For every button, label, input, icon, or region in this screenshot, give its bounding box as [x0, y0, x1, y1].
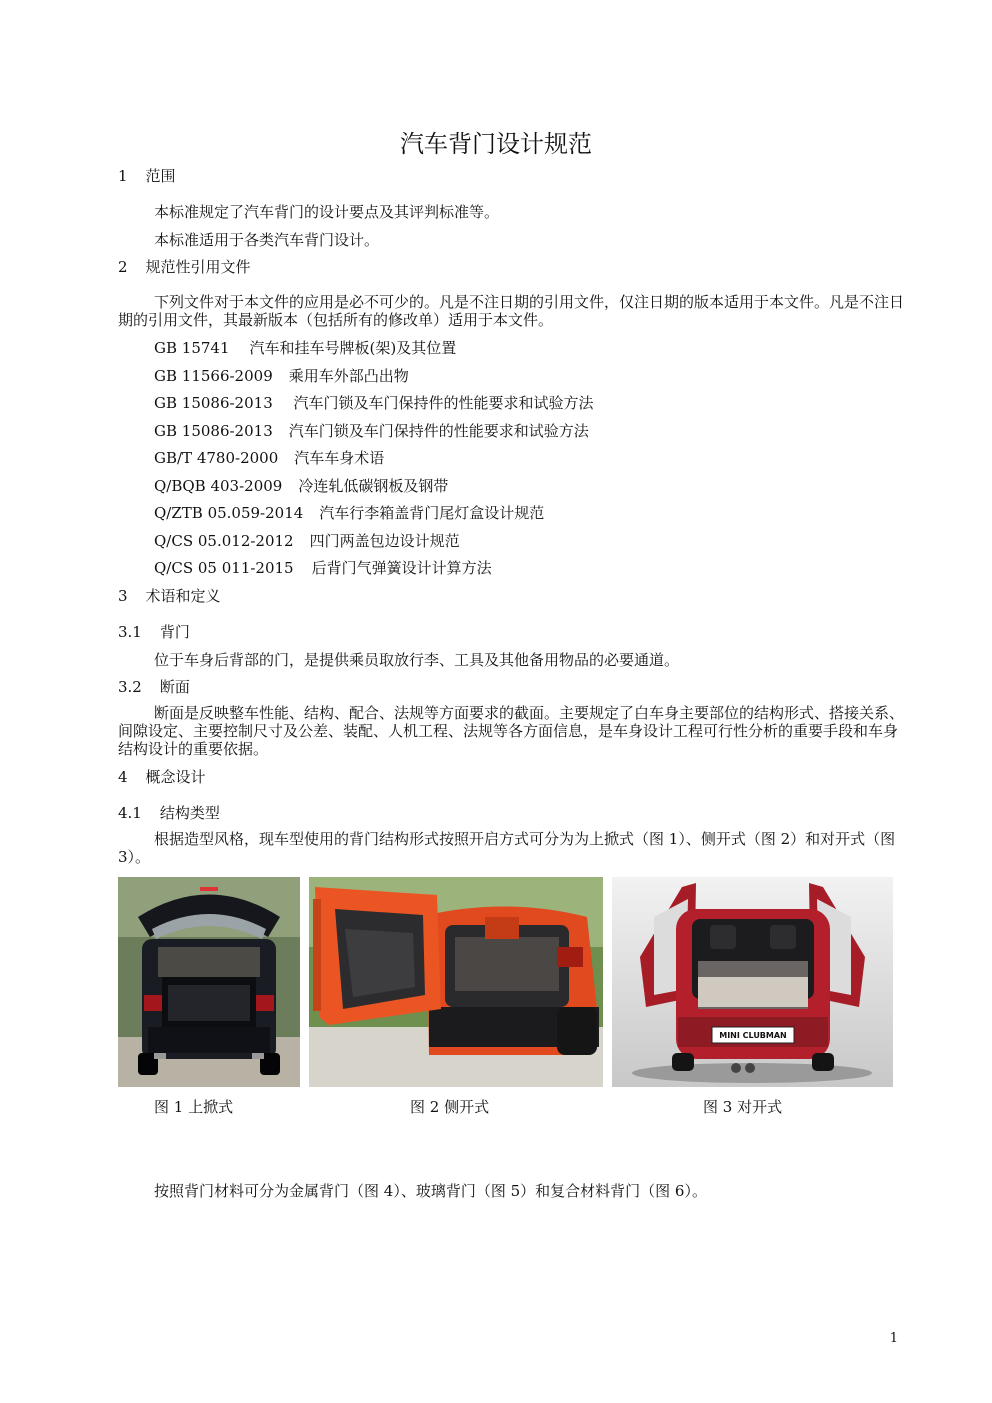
section-title: 结构类型 — [159, 804, 220, 822]
section-number: 1 — [118, 167, 128, 185]
ref-name: 汽车行李箱盖背门尾灯盒设计规范 — [319, 504, 545, 522]
figure-2-image — [309, 877, 603, 1087]
ref-name: 冷连轧低碳钢板及钢带 — [298, 477, 449, 495]
reference-item — [154, 502, 544, 523]
reference-item — [154, 392, 594, 413]
reference-item — [154, 475, 448, 496]
paragraph: 根据造型风格，现车型使用的背门结构形式按照开启方式可分为为上掀式（图 1）、侧开式（图 2）和对开式（图 3）。 — [118, 830, 896, 866]
ref-code: GB 11566-2009 — [154, 367, 273, 385]
section-3-heading — [118, 585, 221, 606]
section-number: 3.1 — [118, 623, 142, 641]
paragraph: 本标准规定了汽车背门的设计要点及其评判标准等。 — [154, 203, 500, 221]
ref-name: 汽车车身术语 — [294, 449, 385, 467]
section-number: 3.2 — [118, 678, 142, 696]
ref-code: Q/CS 05.012-2012 — [154, 532, 294, 550]
figure-1-caption: 图 1 上掀式 — [154, 1098, 234, 1116]
page-number: 1 — [889, 1331, 898, 1346]
section-title: 范围 — [145, 167, 176, 185]
section-title: 断面 — [159, 678, 190, 696]
figure-1-image — [118, 877, 300, 1087]
paragraph: 下列文件对于本文件的应用是必不可少的。凡是不注日期的引用文件，仅注日期的版本适用于本文件。凡是不注日期的引用文件，其最新版本（包括所有的修改单）适用于本文件。 — [118, 293, 905, 329]
section-number: 4 — [118, 768, 128, 786]
ref-name: 四门两盖包边设计规范 — [309, 532, 460, 550]
section-4-1-heading — [118, 802, 220, 823]
reference-item — [154, 557, 492, 578]
section-3-2-heading — [118, 676, 190, 697]
document-title: 汽车背门设计规范 — [400, 130, 592, 158]
reference-item — [154, 337, 456, 358]
ref-code: Q/BQB 403-2009 — [154, 477, 283, 495]
ref-code: GB 15086-2013 — [154, 422, 273, 440]
figure-3-image — [612, 877, 893, 1087]
reference-item — [154, 420, 589, 441]
section-title: 背门 — [159, 623, 190, 641]
reference-item — [154, 447, 384, 468]
section-number: 4.1 — [118, 804, 142, 822]
ref-name: 汽车门锁及车门保持件的性能要求和试验方法 — [288, 394, 594, 412]
paragraph: 本标准适用于各类汽车背门设计。 — [154, 231, 380, 249]
ref-name: 汽车和挂车号牌板(架)及其位置 — [249, 339, 457, 357]
figure-2-caption: 图 2 侧开式 — [410, 1098, 490, 1116]
paragraph: 按照背门材料可分为金属背门（图 4）、玻璃背门（图 5）和复合材料背门（图 6）。 — [154, 1182, 707, 1200]
reference-item — [154, 530, 460, 551]
section-4-heading — [118, 766, 206, 787]
section-title: 概念设计 — [145, 768, 206, 786]
section-2-heading — [118, 256, 251, 277]
section-1-heading — [118, 165, 176, 186]
section-3-1-heading — [118, 621, 190, 642]
ref-name: 乘用车外部凸出物 — [288, 367, 409, 385]
figure-3-caption: 图 3 对开式 — [703, 1098, 783, 1116]
section-title: 规范性引用文件 — [145, 258, 251, 276]
paragraph: 断面是反映整车性能、结构、配合、法规等方面要求的截面。主要规定了白车身主要部位的结构形式、搭接关系、间隙设定、主要控制尺寸及公差、装配、人机工程、法规等各方面信息，是车身设计工程可行性分析的重要手段和车身结构设计的重要依据。 — [118, 704, 905, 758]
paragraph: 位于车身后背部的门，是提供乘员取放行李、工具及其他备用物品的必要通道。 — [154, 651, 680, 669]
ref-code: Q/ZTB 05.059-2014 — [154, 504, 304, 522]
section-number: 3 — [118, 587, 128, 605]
ref-code: GB 15741 — [154, 339, 230, 357]
section-number: 2 — [118, 258, 128, 276]
section-title: 术语和定义 — [145, 587, 221, 605]
ref-name: 后背门气弹簧设计计算方法 — [311, 559, 492, 577]
reference-item — [154, 365, 409, 386]
ref-code: GB 15086-2013 — [154, 394, 273, 412]
ref-code: Q/CS 05 011-2015 — [154, 559, 294, 577]
ref-name: 汽车门锁及车门保持件的性能要求和试验方法 — [288, 422, 589, 440]
license-plate-badge: MINI CLUBMAN — [719, 1031, 787, 1040]
ref-code: GB/T 4780-2000 — [154, 449, 279, 467]
